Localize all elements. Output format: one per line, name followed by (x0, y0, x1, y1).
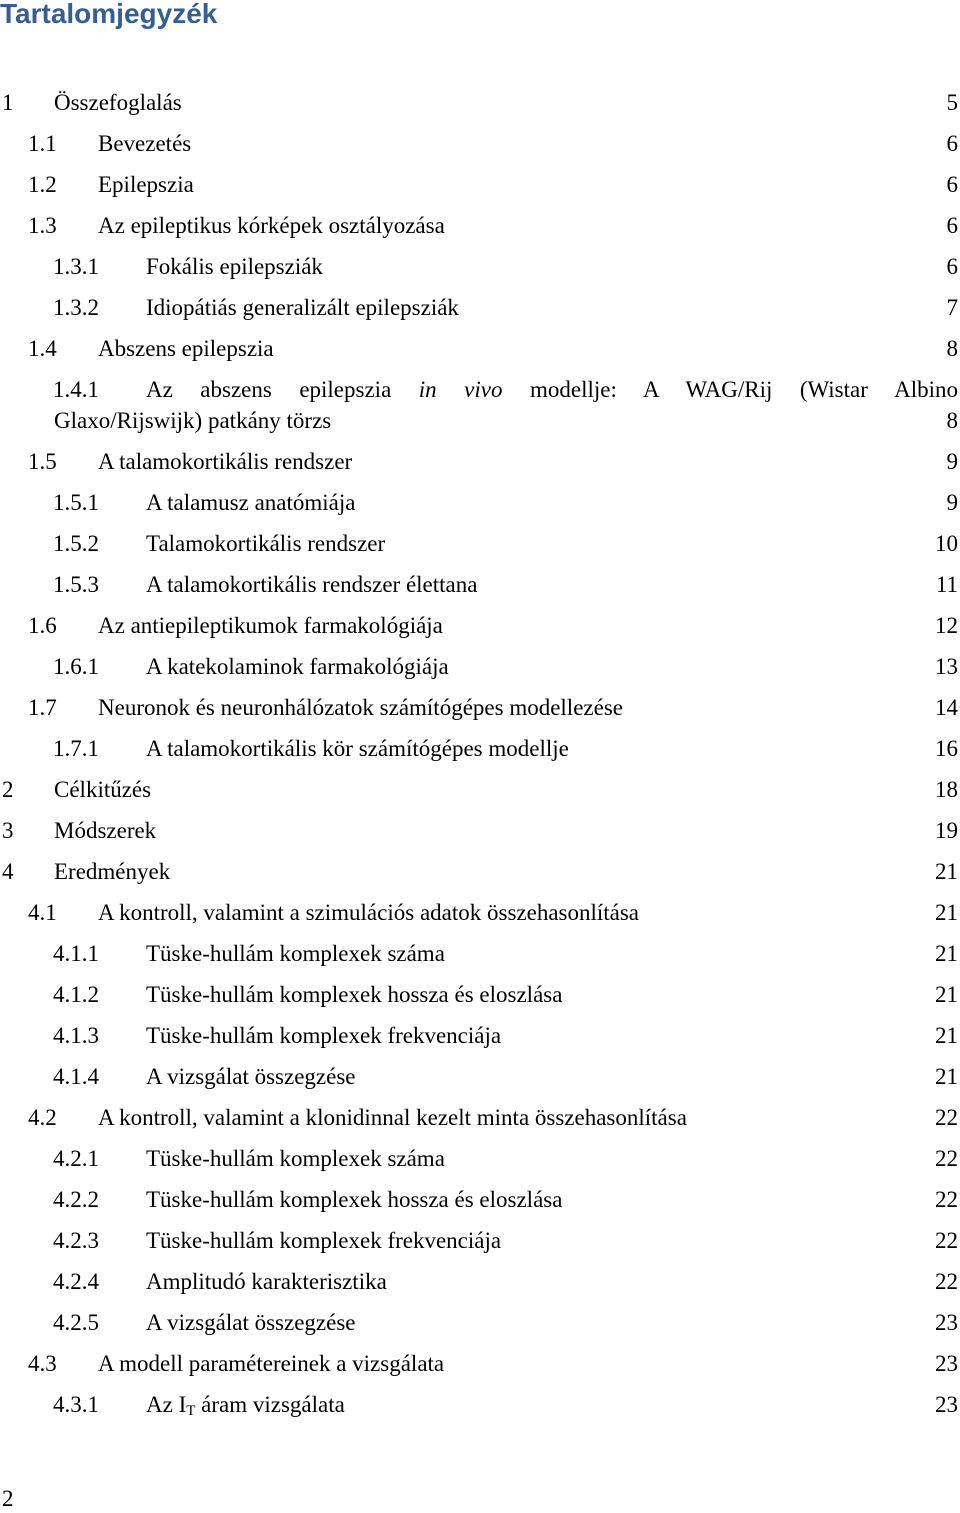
toc-entry-number: 4.2 (28, 1105, 57, 1130)
toc-entry-page: 22 (935, 1228, 958, 1253)
toc-entry-page: 22 (935, 1146, 958, 1171)
toc-entry[interactable] (0, 646, 960, 687)
toc-entry-title: Epilepszia (98, 172, 194, 197)
toc-entry-title: Eredmények (54, 859, 171, 884)
toc-entry[interactable] (0, 687, 960, 728)
toc-entry-number: 1.3 (28, 213, 57, 238)
toc-entry-title: Neuronok és neuronhálózatok számítógépes modellezése (98, 695, 623, 720)
toc-entry-page: 21 (935, 1064, 958, 1089)
toc-entry-page: 21 (935, 982, 958, 1007)
toc-entry-number: 1.1 (28, 131, 57, 156)
toc-entry-page: 6 (946, 131, 958, 156)
toc-entry-number: 1.4.1 (53, 377, 99, 402)
toc-entry-page: 21 (935, 941, 958, 966)
toc-entry[interactable] (0, 1138, 960, 1179)
toc-entry-page: 9 (946, 490, 958, 515)
toc-entry-title-part: Az I (146, 1392, 187, 1417)
toc-entry-page: 23 (935, 1392, 958, 1417)
toc-entry-page: 21 (935, 900, 958, 925)
toc-entry-number: 4 (2, 859, 14, 884)
toc-entry-page: 14 (935, 695, 958, 720)
toc-entry[interactable] (0, 1384, 960, 1425)
toc-entry-number: 4.1.4 (53, 1064, 99, 1089)
toc-entry-title: Tüske-hullám komplexek száma (146, 1146, 445, 1171)
toc-entry[interactable] (0, 1097, 960, 1138)
toc-entry-number: 1.4 (28, 336, 57, 361)
toc-entry-title-italic: in vivo (418, 377, 503, 402)
toc-entry-number: 4.2.1 (53, 1146, 99, 1171)
toc-entry-title: Fokális epilepsziák (146, 254, 323, 279)
toc-entry[interactable] (0, 246, 960, 287)
toc-entry-title: A vizsgálat összegzése (146, 1310, 356, 1335)
toc-entry-page: 12 (935, 613, 958, 638)
toc-entry-number: 4.2.4 (53, 1269, 99, 1294)
toc-entry-title: Bevezetés (98, 131, 192, 156)
toc-entry-title-part: modellje: A WAG/Rij (Wistar Albino (529, 377, 959, 402)
toc-entry-page: 10 (935, 531, 958, 556)
toc-entry-page: 21 (935, 859, 958, 884)
toc-entry-title: Tüske-hullám komplexek hossza és eloszlása (146, 1187, 563, 1212)
toc-entry[interactable] (0, 1220, 960, 1261)
toc-entry-title: A kontroll, valamint a szimulációs adatok összehasonlítása (98, 900, 640, 925)
toc-entry-number: 1.2 (28, 172, 57, 197)
toc-entry-page: 23 (935, 1310, 958, 1335)
toc-entry-title: A modell paramétereinek a vizsgálata (98, 1351, 445, 1376)
toc-entry[interactable] (0, 369, 960, 441)
toc-entry[interactable] (0, 605, 960, 646)
toc-entry[interactable] (0, 523, 960, 564)
toc-entry[interactable] (0, 1302, 960, 1343)
toc-entry[interactable] (0, 441, 960, 482)
toc-entry[interactable] (0, 164, 960, 205)
toc-entry[interactable] (0, 933, 960, 974)
toc-entry-title: Összefoglalás (54, 90, 182, 115)
toc-entry-title: A vizsgálat összegzése (146, 1064, 356, 1089)
page-number: 2 (2, 1486, 14, 1511)
toc-entry[interactable] (0, 892, 960, 933)
toc-entry-page: 13 (935, 654, 958, 679)
toc-entry-page: 7 (946, 295, 958, 320)
toc-entry-title: Az epileptikus kórképek osztályozása (98, 213, 445, 238)
toc-entry-title-part: Az abszens epilepszia (146, 377, 392, 402)
toc-entry-title: Tüske-hullám komplexek hossza és eloszlása (146, 982, 563, 1007)
toc-entry[interactable] (0, 1261, 960, 1302)
toc-entry-number: 4.1.1 (53, 941, 99, 966)
toc-entry-title: Talamokortikális rendszer (146, 531, 386, 556)
toc-entry-title: Tüske-hullám komplexek frekvenciája (146, 1023, 502, 1048)
toc-entry[interactable] (0, 810, 960, 851)
toc-entry-title: Amplitudó karakterisztika (146, 1269, 387, 1294)
toc-entry[interactable] (0, 205, 960, 246)
toc-entry-page: 11 (935, 572, 958, 597)
toc-entry-page: 22 (935, 1269, 958, 1294)
toc-entry-page: 19 (935, 818, 958, 843)
toc-entry[interactable] (0, 564, 960, 605)
toc-entry[interactable] (0, 974, 960, 1015)
toc-entry-title: A talamokortikális rendszer (98, 449, 353, 474)
toc-entry-title: Idiopátiás generalizált epilepsziák (146, 295, 459, 320)
toc-entry-number: 1.5 (28, 449, 57, 474)
toc-entry-number: 4.3.1 (53, 1392, 99, 1417)
toc-entry-page: 21 (935, 1023, 958, 1048)
toc-entry[interactable] (0, 123, 960, 164)
toc-entry-title: A kontroll, valamint a klonidinnal kezelt minta összehasonlítása (98, 1105, 687, 1130)
toc-entry-title: Módszerek (54, 818, 157, 843)
toc-entry-number: 3 (2, 818, 14, 843)
toc-entry-number: 4.1.2 (53, 982, 99, 1007)
toc-entry-title: A talamokortikális rendszer élettana (146, 572, 478, 597)
toc-entry-title (146, 374, 958, 405)
toc-entry[interactable] (0, 482, 960, 523)
toc-entry-page: 8 (946, 408, 958, 433)
toc-entry-number: 4.2.2 (53, 1187, 99, 1212)
toc-entry-title (146, 1384, 345, 1425)
toc-entry-title: Az antiepileptikumok farmakológiája (98, 613, 443, 638)
toc-entry[interactable] (0, 328, 960, 369)
page-title: Tartalomjegyzék (0, 0, 218, 29)
toc-entry-page: 9 (946, 449, 958, 474)
toc-entry-title: A talamokortikális kör számítógépes modellje (146, 736, 569, 761)
toc-entry-page: 22 (935, 1187, 958, 1212)
toc-entry[interactable] (0, 82, 960, 123)
table-of-contents (0, 82, 960, 1425)
toc-entry-page: 6 (946, 213, 958, 238)
toc-entry-title: Tüske-hullám komplexek száma (146, 941, 445, 966)
toc-entry-page: 8 (946, 336, 958, 361)
toc-entry-page: 6 (946, 254, 958, 279)
toc-entry[interactable] (0, 1179, 960, 1220)
toc-entry[interactable] (0, 851, 960, 892)
toc-entry-page: 6 (946, 172, 958, 197)
toc-entry-page: 23 (935, 1351, 958, 1376)
toc-entry-page: 16 (935, 736, 958, 761)
toc-entry-title: Tüske-hullám komplexek frekvenciája (146, 1228, 502, 1253)
toc-entry-number: 1.3.1 (53, 254, 99, 279)
toc-entry-number: 4.2.5 (53, 1310, 99, 1335)
toc-entry-number: 1.7 (28, 695, 57, 720)
toc-entry[interactable] (0, 287, 960, 328)
toc-entry-title-continuation: Glaxo/Rijswijk) patkány törzs (54, 408, 332, 433)
toc-entry[interactable] (0, 728, 960, 769)
toc-entry-title-subscript: T (186, 1403, 196, 1419)
toc-entry[interactable] (0, 1343, 960, 1384)
toc-entry-page: 18 (935, 777, 958, 802)
toc-entry[interactable] (0, 1015, 960, 1056)
toc-entry-number: 4.1.3 (53, 1023, 99, 1048)
toc-entry[interactable] (0, 769, 960, 810)
toc-entry-number: 2 (2, 777, 14, 802)
toc-entry-title: Célkitűzés (54, 777, 152, 802)
toc-entry-number: 1.3.2 (53, 295, 99, 320)
toc-entry-page: 22 (935, 1105, 958, 1130)
toc-entry-page: 5 (946, 90, 958, 115)
toc-entry-number: 4.2.3 (53, 1228, 99, 1253)
toc-entry[interactable] (0, 1056, 960, 1097)
toc-entry-title-part: áram vizsgálata (195, 1392, 345, 1417)
toc-entry-number: 1.5.1 (53, 490, 99, 515)
toc-entry-number: 1 (2, 90, 14, 115)
toc-entry-number: 1.6 (28, 613, 57, 638)
toc-entry-number: 1.7.1 (53, 736, 99, 761)
toc-entry-number: 4.3 (28, 1351, 57, 1376)
toc-entry-title: A katekolaminok farmakológiája (146, 654, 449, 679)
toc-entry-number: 1.6.1 (53, 654, 99, 679)
toc-entry-title: A talamusz anatómiája (146, 490, 356, 515)
toc-entry-number: 1.5.2 (53, 531, 99, 556)
toc-entry-title: Abszens epilepszia (98, 336, 274, 361)
toc-entry-number: 1.5.3 (53, 572, 99, 597)
toc-entry-number: 4.1 (28, 900, 57, 925)
